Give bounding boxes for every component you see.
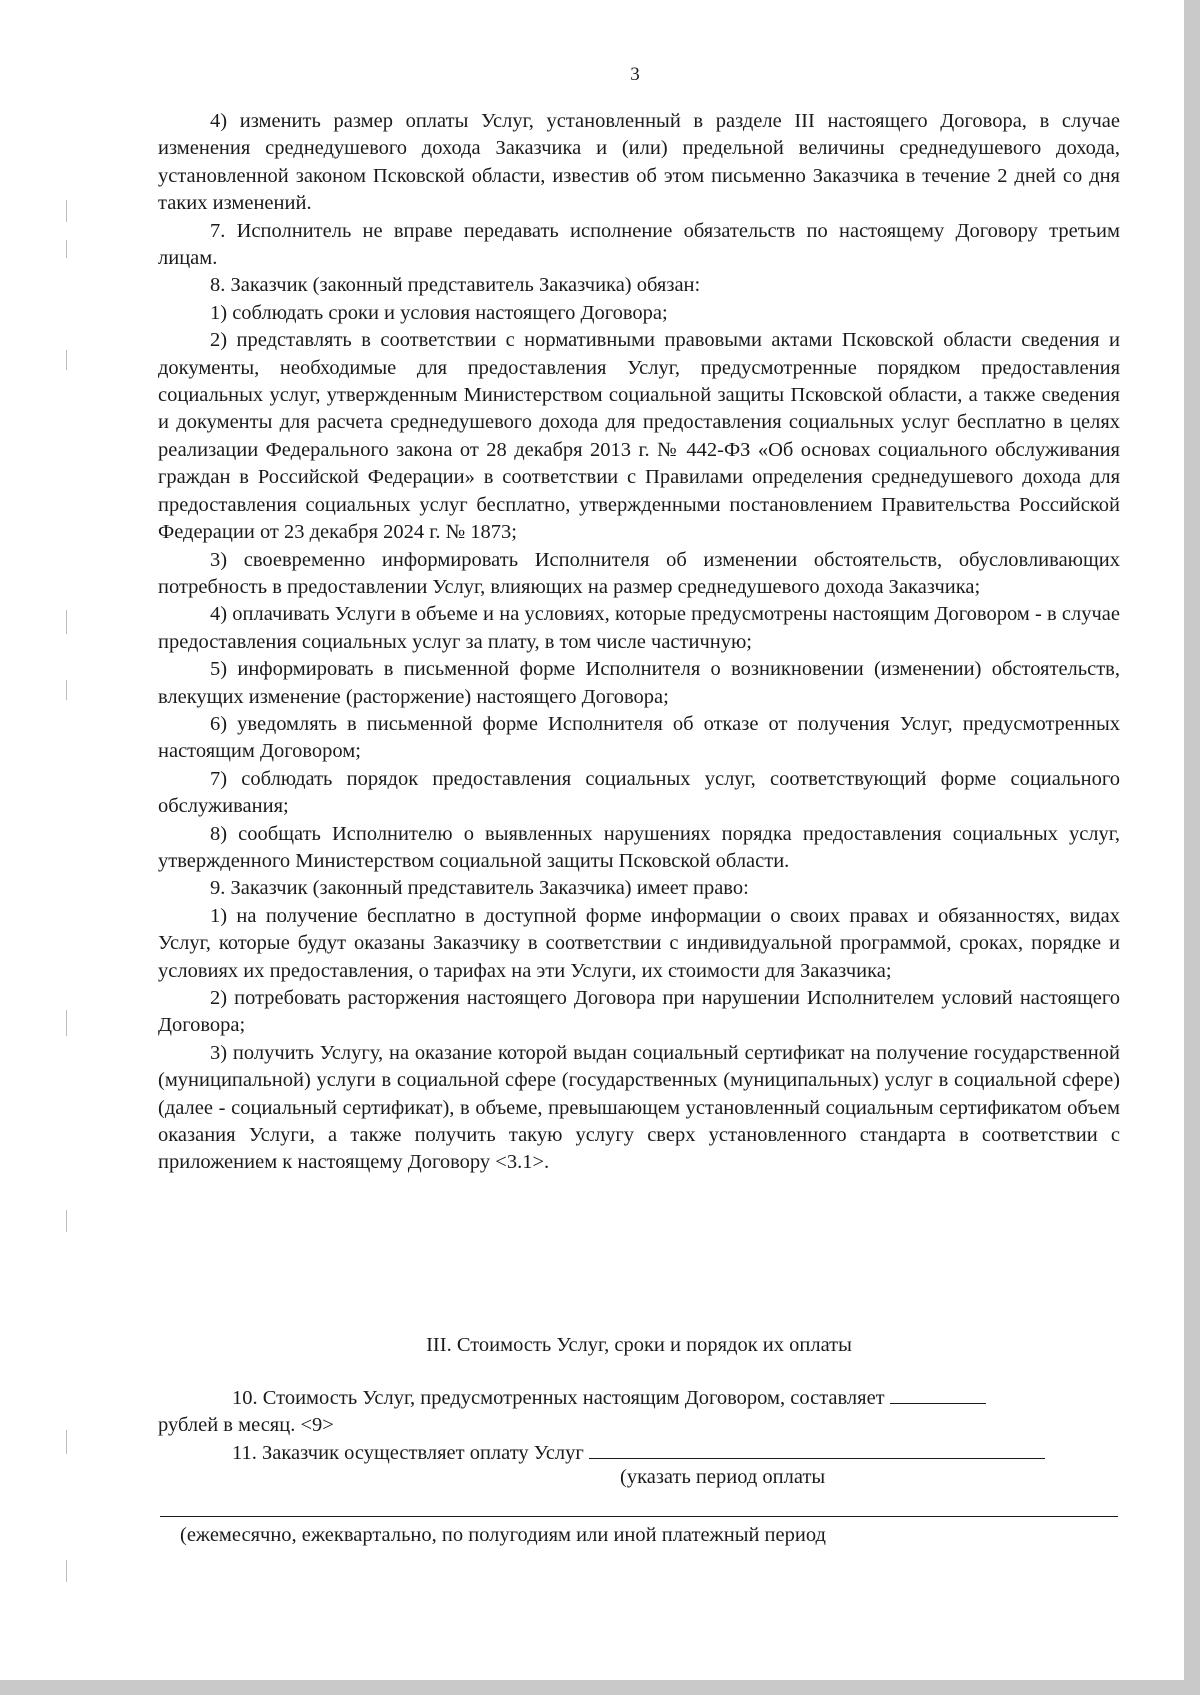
payment-period-hint-continued: (ежемесячно, ежеквартально, по полугодиям или иной платежный период <box>180 1524 826 1546</box>
paragraph-11-line <box>158 1440 1120 1467</box>
paragraph-8-item-7: 7) соблюдать порядок предоставления социальных услуг, соответствующий форме социального обслуживания; <box>158 767 1120 818</box>
paragraph-8-item-5: 5) информировать в письменной форме Исполнителя о возникновении (изменении) обстоятельств, влекущих изменение (расторжение) настоящего Договора; <box>158 658 1120 708</box>
paragraph-7: 7. Исполнитель не вправе передавать исполнение обязательств по настоящему Договору третьим лицам. <box>158 219 1120 270</box>
paragraph-8-item-1: 1) соблюдать сроки и условия настоящего Договора; <box>210 301 668 324</box>
cost-amount-field[interactable] <box>890 1385 986 1404</box>
paragraph-11-text: 11. Заказчик осуществляет оплату Услуг <box>232 1441 584 1464</box>
paragraph-9-item-3: 3) получить Услугу, на оказание которой выдан социальный сертификат на получение государственной (муниципальной) услуги в социальной сфере (государственных (муниципальных) услуг в социальной сфере) (далее - социальный сертификат), в объеме, превышающем установленный социальным сертификатом объем оказания Услуги, а также получить такую услугу сверх установленного стандарта в соответствии с приложением к настоящему Договору <3.1>. <box>158 1041 1120 1174</box>
paragraph-8-item-4: 4) оплачивать Услуги в объеме и на условиях, которые предусмотрены настоящим Договором - в случае предоставления социальных услуг за плату, в том числе частичную; <box>158 603 1120 653</box>
section-title: III. Стоимость Услуг, сроки и порядок их оплаты <box>426 1334 852 1356</box>
paragraph-9-heading: 9. Заказчик (законный представитель Заказчика) имеет право: <box>210 877 749 900</box>
paragraph-9-item-1: 1) на получение бесплатно в доступной форме информации о своих правах и обязанностях, видах Услуг, которые будут оказаны Заказчику в соответствии с индивидуальной программой, сроках, порядке и условиях их предоставления, о тарифах на эти Услуги, их стоимости для Заказчика; <box>158 904 1120 982</box>
payment-period-field[interactable] <box>589 1440 1045 1459</box>
paragraph-8-item-2: 2) представлять в соответствии с нормативными правовыми актами Псковской области сведения и документы, необходимые для предоставления Услуг, предусмотренные порядком предоставления социальных услуг, утвержденным Министерством социальной защиты Псковской области, а также сведения и документы для расчета среднедушевого дохода для предоставления социальных услуг бесплатно в целях реализации Федерального закона от 28 декабря 2013 г. № 442-ФЗ «Об основах социального обслуживания граждан в Российской Федерации» в соответствии с Правилами определения среднедушевого дохода для предоставления социальных услуг бесплатно, утвержденными постановлением Правительства Российской Федерации от 23 декабря 2024 г. № 1873; <box>158 329 1120 544</box>
paragraph-10-continuation: рублей в месяц. <9> <box>158 1414 334 1437</box>
payment-period-hint: (указать период оплаты <box>620 1466 826 1488</box>
paragraph-8-item-6: 6) уведомлять в письменной форме Исполнителя об отказе от получения Услуг, предусмотренных настоящим Договором; <box>158 712 1120 763</box>
scan-border-right <box>1184 0 1200 1695</box>
paragraph-executor-right-4: 4) изменить размер оплаты Услуг, установленный в разделе III настоящего Договора, в случае изменения среднедушевого дохода Заказчика и (или) предельной величины среднедушевого дохода, установленной законом Псковской области, известив об этом письменно Заказчика в течение 2 дней со дня таких изменений. <box>158 110 1120 215</box>
cost-section <box>158 1385 1120 1467</box>
scan-border-bottom <box>0 1680 1200 1695</box>
paragraph-10-line <box>158 1385 1120 1412</box>
page-number: 3 <box>630 64 640 85</box>
scan-margin-marks <box>66 0 70 1680</box>
paragraph-10-text: 10. Стоимость Услуг, предусмотренных настоящим Договором, составляет <box>232 1387 885 1409</box>
paragraph-8-heading: 8. Заказчик (законный представитель Заказчика) обязан: <box>210 274 701 297</box>
contract-body <box>158 108 1120 1177</box>
payment-period-continuation-field[interactable] <box>160 1516 1118 1517</box>
paragraph-9-item-2: 2) потребовать расторжения настоящего Договора при нарушении Исполнителем условий настоящего Договора; <box>158 987 1120 1037</box>
paragraph-8-item-8: 8) сообщать Исполнителю о выявленных нарушениях порядка предоставления социальных услуг, утвержденного Министерством социальной защиты Псковской области. <box>158 822 1120 872</box>
paragraph-8-item-3: 3) своевременно информировать Исполнителя об изменении обстоятельств, обусловливающих потребность в предоставлении Услуг, влияющих на размер среднедушевого дохода Заказчика; <box>158 548 1120 598</box>
